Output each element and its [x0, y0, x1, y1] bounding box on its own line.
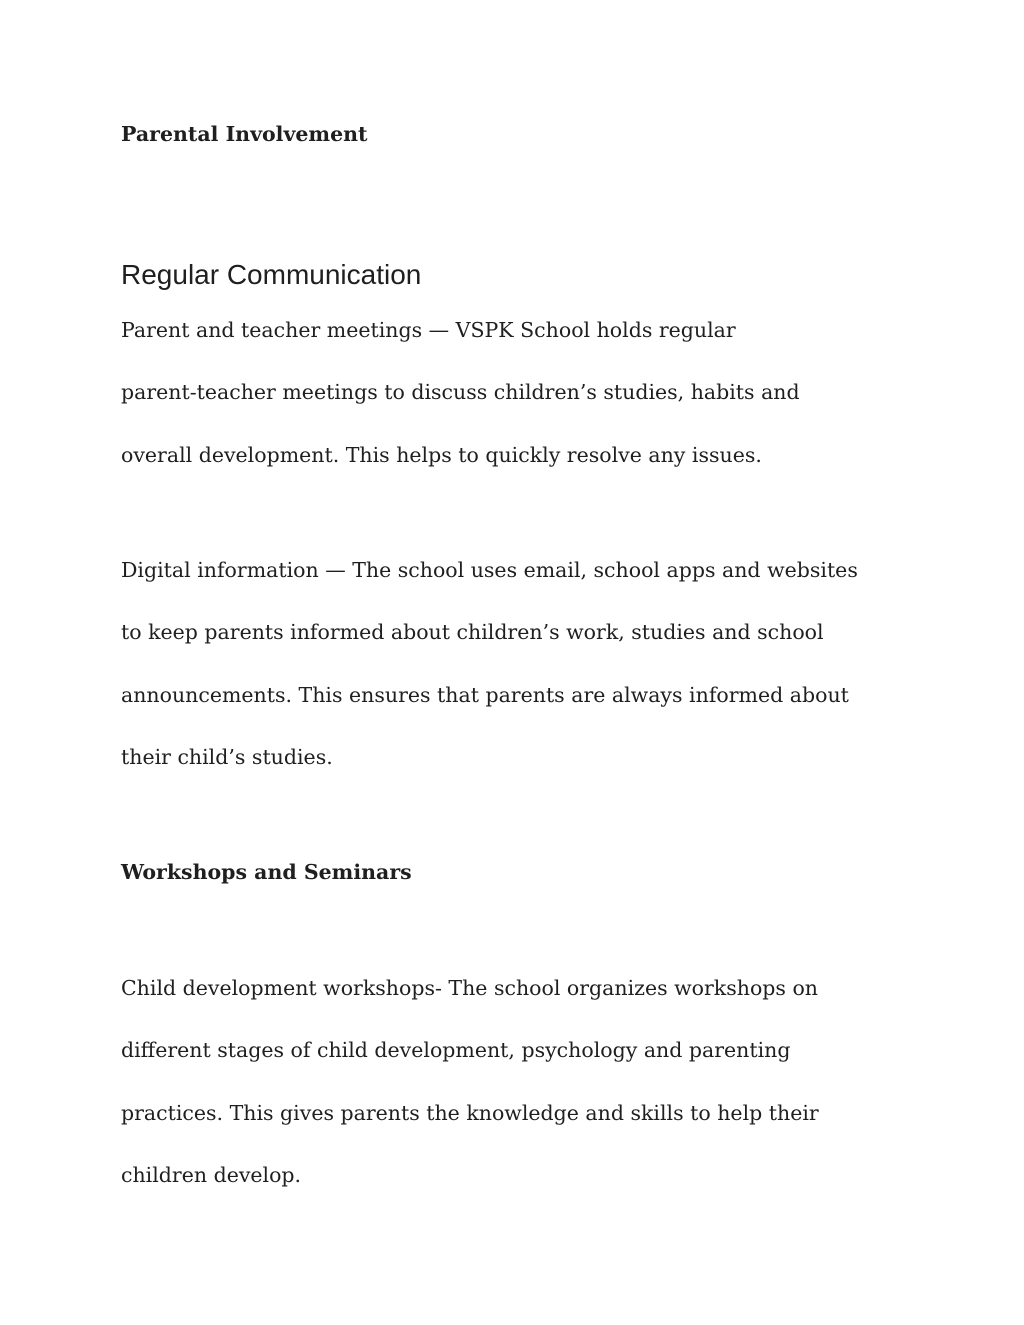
paragraph-line: parent-teacher meetings to discuss children’s studies, habits and: [121, 380, 800, 405]
paragraph-line: Parent and teacher meetings — VSPK School holds regular: [121, 318, 736, 342]
paragraph-child-development-workshops: [121, 974, 819, 1223]
paragraph-line: practices. This gives parents the knowledge and skills to help their: [121, 1100, 819, 1125]
paragraph-digital-information: [121, 556, 858, 805]
paragraph-line: overall development. This helps to quickly resolve any issues.: [121, 442, 762, 467]
paragraph-line: to keep parents informed about children’s work, studies and school: [121, 620, 824, 645]
paragraph-line: Digital information — The school uses email, school apps and websites: [121, 558, 858, 582]
paragraph-parent-teacher-meetings: [121, 316, 800, 503]
paragraph-line: Child development workshops- The school organizes workshops on: [121, 976, 818, 1000]
paragraph-line: children develop.: [121, 1162, 302, 1187]
section-title-workshops-and-seminars: Workshops and Seminars: [121, 860, 412, 884]
paragraph-line: announcements. This ensures that parents are always informed about: [121, 682, 849, 707]
section-title-regular-communication: Regular Communication: [121, 259, 422, 290]
paragraph-line: different stages of child development, psychology and parenting: [121, 1038, 791, 1063]
section-title-parental-involvement: Parental Involvement: [121, 122, 368, 146]
paragraph-line: their child’s studies.: [121, 744, 333, 769]
